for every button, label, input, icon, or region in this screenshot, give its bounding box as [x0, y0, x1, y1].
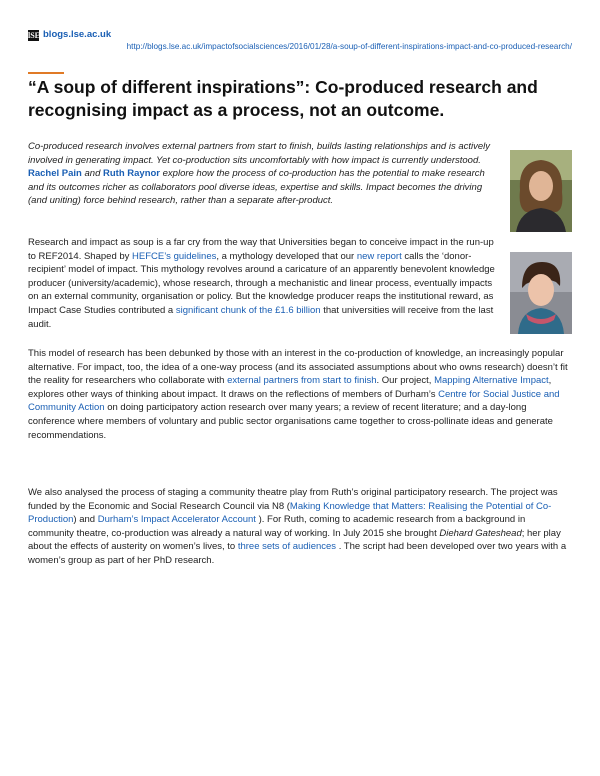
paragraph-text: , a mythology developed that our: [216, 250, 357, 262]
title-accent-bar: [28, 72, 64, 74]
mapping-alternative-impact-link[interactable]: Mapping Alternative Impact: [434, 375, 549, 387]
paragraph-1: [28, 236, 498, 331]
paragraph-text: that universities will receive from the last audit.: [28, 304, 494, 330]
paragraph-text: . Our project,: [376, 375, 435, 387]
article-title: “A soup of different inspirations”: Co-produced research and recognising impact as a process, not an outcome.: [28, 77, 538, 120]
intro-text: and: [81, 168, 103, 180]
paragraph-2: [28, 347, 572, 442]
paragraph-text: calls the ‘donor-recipient’ model of impact. This mythology revolves around a caricature of an apparently benevolent knowledge producer (university/academic), whose research, through a mechanistic and linear process, eventually impacts on an external community, organisation or policy. But the knowledge producer reaps the institutional reward, as Impact Case Studies contributed a: [28, 250, 495, 316]
external-partners-link[interactable]: external partners from start to finish: [227, 375, 377, 387]
article-url-link[interactable]: http://blogs.lse.ac.uk/impactofsocialsciences/2016/01/28/a-soup-of-different-inspirations-impact-and-co-produced-research/: [126, 42, 572, 51]
paragraph-text: . The script had been developed over two years with a women’s group as part of her PhD research.: [28, 541, 567, 566]
paragraph-text: on doing participatory action research over many years; a review of recent literature; and a day-long conference where members of voluntary and public sector organisations came together to cross-pollinate ideas and generate recommendations.: [28, 402, 553, 441]
paragraph-text: ; her play about the effects of austerity on women’s lives, to: [28, 527, 561, 553]
paragraph-text: This model of research has been debunked by those with an interest in the co-production of knowledge, an increasingly popular alternative. For impact, too, the idea of a one-way process (and its associated assumptions about who owns research) doesn’t fit the reality for researchers who collaborate with: [28, 348, 568, 387]
play-title: Diehard Gateshead: [439, 527, 522, 539]
author-link-rachel-pain[interactable]: Rachel Pain: [28, 168, 82, 180]
intro-text: Co-produced research involves external partners from start to finish, builds lasting relationships and is actively involved in generating impact. Yet co-production sits uncomfortably with how impact is currently understood.: [28, 141, 491, 166]
three-sets-audiences-link[interactable]: three sets of audiences: [237, 541, 337, 553]
author-photo-rachel-pain: [510, 150, 572, 232]
paragraph-text: Research and impact as soup is a far cry from the way that Universities began to conceive impact in the run-up to REF2014. Shaped by: [28, 237, 494, 262]
site-logo[interactable]: lSE: [28, 31, 41, 40]
making-knowledge-link[interactable]: Making Knowledge that Matters: Realising the Potential of Co-Production: [28, 500, 552, 526]
new-report-link[interactable]: new report: [356, 250, 402, 262]
significant-chunk-link[interactable]: significant chunk of the £1.6 billion: [175, 304, 321, 316]
intro-text: explore how the process of co-production has the potential to make research and its outcomes richer as collaborators pool diverse ideas, expertise and skills. Impact becomes the driving (and uniting) force behind research, rather than a separate after-product.: [28, 168, 485, 207]
article-intro: [28, 140, 498, 208]
paragraph-text: ). For Ruth, coming to academic research from a background in community theatre, co-production was already a natural way of working. In July 2015 she brought: [28, 514, 526, 539]
impact-accelerator-link[interactable]: Durham’s Impact Accelerator Account: [97, 514, 256, 526]
paragraph-text: We also analysed the process of staging a community theatre play from Ruth’s original participatory research. The project was funded by the Economic and Social Research Council via N8 (: [28, 487, 558, 512]
paragraph-3: [28, 486, 572, 568]
hefce-guidelines-link[interactable]: HEFCE’s guidelines: [132, 250, 217, 262]
centre-social-justice-link[interactable]: Centre for Social Justice and Community Action: [28, 388, 560, 414]
author-link-ruth-raynor[interactable]: Ruth Raynor: [103, 168, 160, 180]
portrait-image: [510, 252, 572, 334]
paragraph-text: , explores other ways of thinking about impact. It draws on the reflections of members of Durham’s: [28, 375, 552, 400]
site-name-link[interactable]: blogs.lse.ac.uk: [43, 29, 112, 40]
portrait-image: [510, 150, 572, 232]
paragraph-text: ) and: [73, 514, 98, 526]
author-photo-ruth-raynor: [510, 252, 572, 334]
